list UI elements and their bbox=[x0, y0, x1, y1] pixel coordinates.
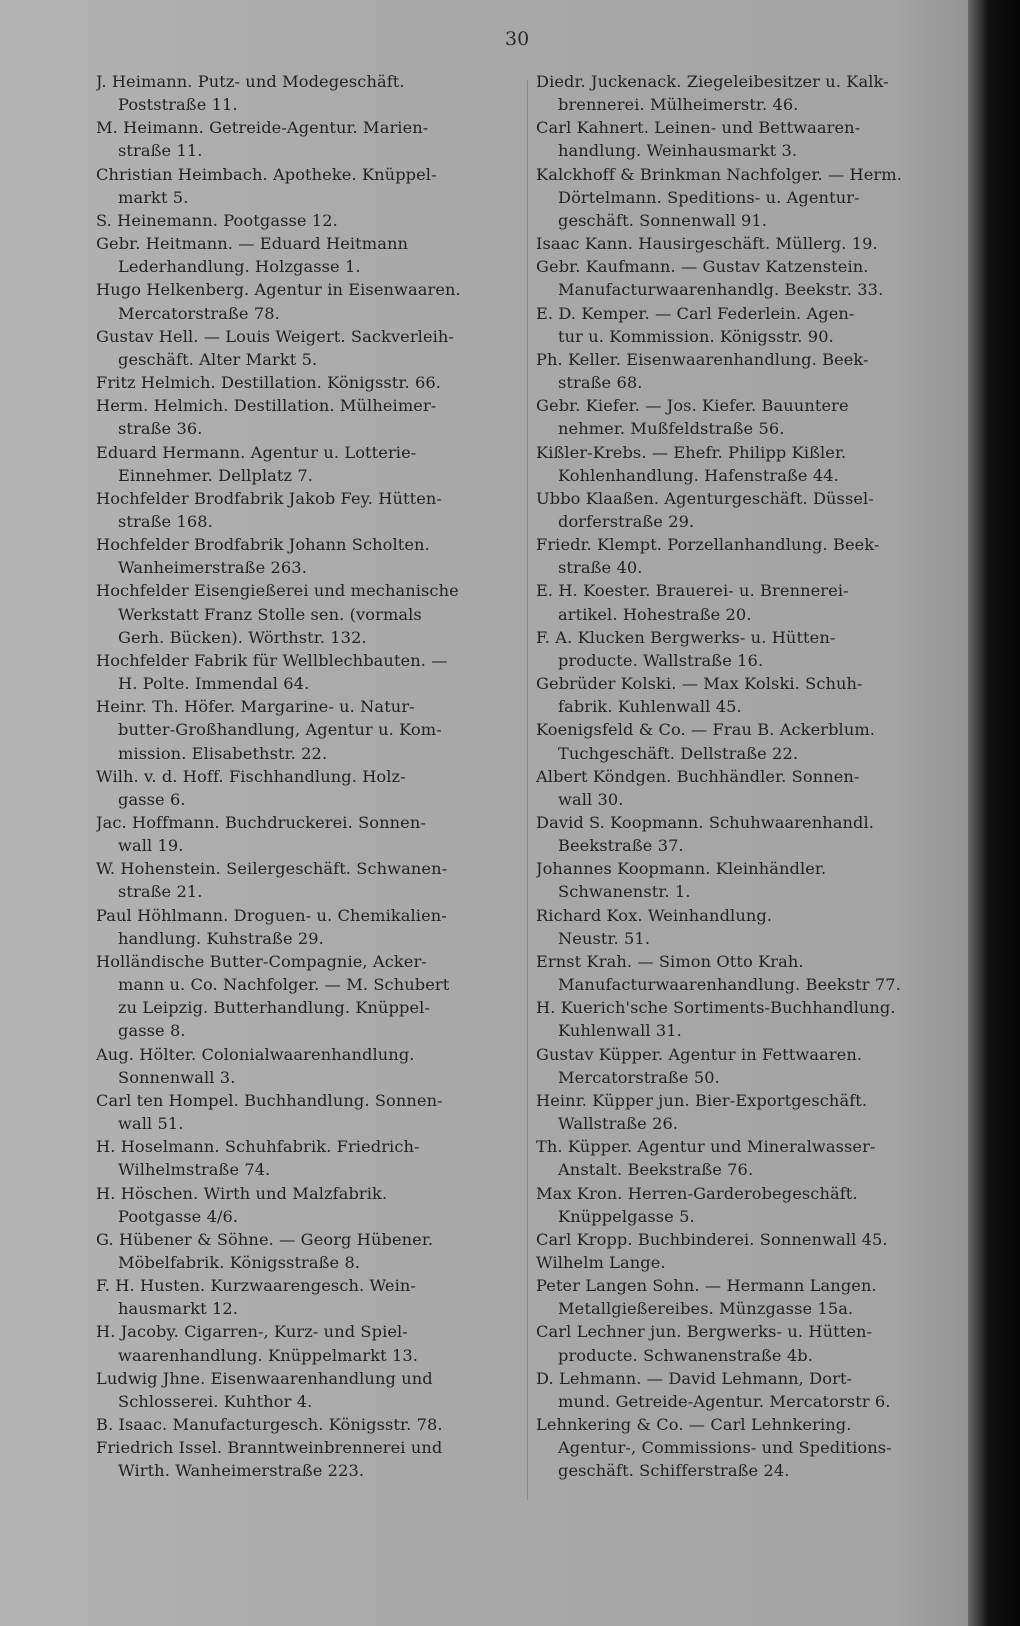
entry-continuation-line: Gerh. Bücken). Wörthstr. 132. bbox=[118, 627, 367, 647]
entry-line: Hochfelder Brodfabrik Jakob Fey. Hütten- bbox=[96, 488, 442, 508]
directory-entry bbox=[536, 302, 964, 348]
column-divider bbox=[527, 80, 528, 1500]
entry-line: Ph. Keller. Eisenwaarenhandlung. Beek- bbox=[536, 349, 869, 369]
directory-entry bbox=[536, 765, 964, 811]
entry-line: W. Hohenstein. Seilergeschäft. Schwanen- bbox=[96, 859, 448, 879]
directory-entry bbox=[96, 533, 524, 579]
entry-line: Carl Kahnert. Leinen- und Bettwaaren- bbox=[536, 118, 861, 138]
scan-edge bbox=[968, 0, 1020, 1626]
entry-continuation-line: straße 40. bbox=[558, 558, 643, 578]
entry-line: Carl Kropp. Buchbinderei. Sonnenwall 45. bbox=[536, 1229, 888, 1249]
directory-entry bbox=[536, 672, 964, 718]
entry-continuation-line: fabrik. Kuhlenwall 45. bbox=[558, 697, 742, 717]
directory-entry bbox=[96, 1274, 524, 1320]
directory-entry bbox=[536, 441, 964, 487]
directory-entry bbox=[96, 904, 524, 950]
directory-entry bbox=[536, 394, 964, 440]
entry-continuation-line: Möbelfabrik. Königsstraße 8. bbox=[118, 1252, 361, 1272]
directory-entry bbox=[96, 857, 524, 903]
directory-entry bbox=[96, 116, 524, 162]
entry-line: S. Heinemann. Pootgasse 12. bbox=[96, 210, 338, 230]
entry-line: Wilh. v. d. Hoff. Fischhandlung. Holz- bbox=[96, 766, 406, 786]
directory-entry bbox=[96, 950, 524, 1043]
right-column bbox=[536, 70, 964, 1483]
directory-entry bbox=[96, 579, 524, 648]
directory-entry bbox=[96, 1367, 524, 1413]
entry-line: Th. Küpper. Agentur und Mineralwasser- bbox=[536, 1137, 876, 1157]
directory-entry bbox=[96, 1135, 524, 1181]
entry-line: F. A. Klucken Bergwerks- u. Hütten- bbox=[536, 627, 836, 647]
directory-entry bbox=[536, 1135, 964, 1181]
entry-line: Fritz Helmich. Destillation. Königsstr. 66. bbox=[96, 373, 441, 393]
entry-continuation-line: straße 36. bbox=[118, 419, 203, 439]
entry-line: Aug. Hölter. Colonialwaarenhandlung. bbox=[96, 1044, 415, 1064]
entry-continuation-line: Poststraße 11. bbox=[118, 95, 238, 115]
entry-line: Ubbo Klaaßen. Agenturgeschäft. Düssel- bbox=[536, 488, 874, 508]
directory-entry bbox=[96, 441, 524, 487]
directory-entry bbox=[536, 626, 964, 672]
entry-line: Friedr. Klempt. Porzellanhandlung. Beek- bbox=[536, 535, 880, 555]
entry-line: Isaac Kann. Hausirgeschäft. Müllerg. 19. bbox=[536, 234, 878, 254]
directory-entry bbox=[96, 325, 524, 371]
entry-continuation-line: Wirth. Wanheimerstraße 223. bbox=[118, 1461, 365, 1481]
directory-entry bbox=[96, 1089, 524, 1135]
entry-line: Ludwig Jhne. Eisenwaarenhandlung und bbox=[96, 1368, 433, 1388]
entry-line: Albert Köndgen. Buchhändler. Sonnen- bbox=[536, 766, 860, 786]
directory-entry bbox=[536, 1228, 964, 1251]
entry-continuation-line: nehmer. Mußfeldstraße 56. bbox=[558, 419, 785, 439]
entry-continuation-line: straße 168. bbox=[118, 511, 213, 531]
directory-entry bbox=[96, 1043, 524, 1089]
directory-entry bbox=[96, 649, 524, 695]
entry-continuation-line: tur u. Kommission. Königsstr. 90. bbox=[558, 326, 834, 346]
directory-entry bbox=[536, 1320, 964, 1366]
directory-entry bbox=[96, 1320, 524, 1366]
entry-line: Carl ten Hompel. Buchhandlung. Sonnen- bbox=[96, 1090, 443, 1110]
entry-continuation-line: Tuchgeschäft. Dellstraße 22. bbox=[558, 743, 799, 763]
directory-entry bbox=[536, 1182, 964, 1228]
directory-entry bbox=[96, 394, 524, 440]
entry-continuation-line: H. Polte. Immendal 64. bbox=[118, 674, 310, 694]
directory-entry bbox=[96, 811, 524, 857]
directory-entry bbox=[536, 950, 964, 996]
directory-entry bbox=[96, 163, 524, 209]
entry-line: D. Lehmann. — David Lehmann, Dort- bbox=[536, 1368, 853, 1388]
entry-line: Richard Kox. Weinhandlung. bbox=[536, 905, 773, 925]
entry-line: Peter Langen Sohn. — Hermann Langen. bbox=[536, 1276, 877, 1296]
entry-continuation-line: mund. Getreide-Agentur. Mercatorstr 6. bbox=[558, 1391, 891, 1411]
entry-line: Christian Heimbach. Apotheke. Knüppel- bbox=[96, 164, 437, 184]
left-column bbox=[96, 70, 524, 1483]
entry-continuation-line: handlung. Weinhausmarkt 3. bbox=[558, 141, 798, 161]
entry-continuation-line: Mercatorstraße 78. bbox=[118, 303, 280, 323]
entry-continuation-line: Lederhandlung. Holzgasse 1. bbox=[118, 257, 361, 277]
directory-entry bbox=[536, 579, 964, 625]
directory-entry bbox=[536, 1251, 964, 1274]
entry-continuation-line: wall 51. bbox=[118, 1114, 184, 1134]
entry-line: H. Höschen. Wirth und Malzfabrik. bbox=[96, 1183, 388, 1203]
entry-continuation-line: gasse 6. bbox=[118, 789, 186, 809]
entry-line: Gebr. Kaufmann. — Gustav Katzenstein. bbox=[536, 257, 869, 277]
entry-continuation-line: Wanheimerstraße 263. bbox=[118, 558, 307, 578]
directory-entry bbox=[536, 1089, 964, 1135]
entry-continuation-line: geschäft. Sonnenwall 91. bbox=[558, 210, 768, 230]
directory-entry bbox=[536, 70, 964, 116]
entry-line: Diedr. Juckenack. Ziegeleibesitzer u. Kalk- bbox=[536, 72, 889, 91]
directory-entry bbox=[536, 996, 964, 1042]
directory-entry bbox=[536, 348, 964, 394]
directory-entry bbox=[96, 695, 524, 764]
entry-line: Eduard Hermann. Agentur u. Lotterie- bbox=[96, 442, 417, 462]
entry-continuation-line: artikel. Hohestraße 20. bbox=[558, 604, 752, 624]
entry-continuation-line: Manufacturwaarenhandlg. Beekstr. 33. bbox=[558, 280, 884, 300]
entry-line: H. Kuerich'sche Sortiments-Buchhandlung. bbox=[536, 998, 896, 1018]
entry-line: David S. Koopmann. Schuhwaarenhandl. bbox=[536, 813, 875, 832]
entry-continuation-line: Manufacturwaarenhandlung. Beekstr 77. bbox=[558, 975, 901, 995]
entry-line: Max Kron. Herren-Garderobegeschäft. bbox=[536, 1183, 858, 1203]
entry-line: G. Hübener & Söhne. — Georg Hübener. bbox=[96, 1229, 434, 1249]
entry-continuation-line: mission. Elisabethstr. 22. bbox=[118, 743, 328, 763]
entry-line: Jac. Hoffmann. Buchdruckerei. Sonnen- bbox=[96, 813, 426, 832]
directory-entry bbox=[536, 1274, 964, 1320]
entry-line: Carl Lechner jun. Bergwerks- u. Hütten- bbox=[536, 1322, 873, 1342]
directory-entry bbox=[96, 232, 524, 278]
directory-entry bbox=[536, 116, 964, 162]
entry-continuation-line: producte. Wallstraße 16. bbox=[558, 650, 764, 670]
entry-continuation-line: Sonnenwall 3. bbox=[118, 1067, 236, 1087]
directory-entry bbox=[536, 255, 964, 301]
entry-line: Ernst Krah. — Simon Otto Krah. bbox=[536, 951, 804, 971]
directory-entry bbox=[96, 1182, 524, 1228]
entry-line: Kalckhoff & Brinkman Nachfolger. — Herm. bbox=[536, 164, 902, 184]
entry-line: Heinr. Küpper jun. Bier-Exportgeschäft. bbox=[536, 1090, 868, 1110]
directory-entry bbox=[96, 209, 524, 232]
entry-line: F. H. Husten. Kurzwaarengesch. Wein- bbox=[96, 1276, 416, 1296]
entry-line: Gebr. Heitmann. — Eduard Heitmann bbox=[96, 234, 409, 254]
entry-continuation-line: geschäft. Alter Markt 5. bbox=[118, 349, 318, 369]
entry-continuation-line: dorferstraße 29. bbox=[558, 511, 695, 531]
entry-continuation-line: Mercatorstraße 50. bbox=[558, 1067, 720, 1087]
entry-continuation-line: wall 30. bbox=[558, 789, 624, 809]
directory-entry bbox=[536, 1043, 964, 1089]
entry-line: E. H. Koester. Brauerei- u. Brennerei- bbox=[536, 581, 849, 601]
directory-entry bbox=[536, 718, 964, 764]
entry-line: H. Hoselmann. Schuhfabrik. Friedrich- bbox=[96, 1137, 420, 1157]
entry-line: Johannes Koopmann. Kleinhändler. bbox=[536, 859, 827, 879]
entry-continuation-line: producte. Schwanenstraße 4b. bbox=[558, 1345, 813, 1365]
entry-continuation-line: Knüppelgasse 5. bbox=[558, 1206, 695, 1226]
directory-entry bbox=[536, 533, 964, 579]
entry-continuation-line: Kuhlenwall 31. bbox=[558, 1021, 682, 1041]
entry-continuation-line: Dörtelmann. Speditions- u. Agentur- bbox=[558, 187, 860, 207]
entry-continuation-line: geschäft. Schifferstraße 24. bbox=[558, 1461, 790, 1481]
directory-entry bbox=[536, 1367, 964, 1413]
directory-entry bbox=[96, 765, 524, 811]
entry-continuation-line: Werkstatt Franz Stolle sen. (vormals bbox=[118, 604, 422, 624]
entry-line: Wilhelm Lange. bbox=[536, 1252, 666, 1272]
directory-entry bbox=[536, 487, 964, 533]
entry-line: Heinr. Th. Höfer. Margarine- u. Natur- bbox=[96, 697, 415, 717]
entry-continuation-line: mann u. Co. Nachfolger. — M. Schubert bbox=[118, 975, 450, 995]
entry-continuation-line: zu Leipzig. Butterhandlung. Knüppel- bbox=[118, 998, 431, 1018]
page-number: 30 bbox=[505, 28, 530, 50]
directory-entry bbox=[96, 70, 524, 116]
directory-entry bbox=[96, 278, 524, 324]
entry-line: M. Heimann. Getreide-Agentur. Marien- bbox=[96, 118, 429, 138]
entry-continuation-line: Einnehmer. Dellplatz 7. bbox=[118, 465, 314, 485]
entry-continuation-line: butter-Großhandlung, Agentur u. Kom- bbox=[118, 720, 442, 740]
entry-line: Hugo Helkenberg. Agentur in Eisenwaaren. bbox=[96, 280, 461, 300]
directory-entry bbox=[96, 487, 524, 533]
entry-line: Gebrüder Kolski. — Max Kolski. Schuh- bbox=[536, 674, 863, 694]
entry-line: Gebr. Kiefer. — Jos. Kiefer. Bauuntere bbox=[536, 396, 849, 416]
entry-continuation-line: Neustr. 51. bbox=[558, 928, 651, 948]
directory-entry bbox=[536, 857, 964, 903]
entry-continuation-line: Schlosserei. Kuhthor 4. bbox=[118, 1391, 313, 1411]
entry-continuation-line: Beekstraße 37. bbox=[558, 836, 684, 856]
directory-entry bbox=[536, 904, 964, 950]
entry-continuation-line: wall 19. bbox=[118, 836, 184, 856]
entry-continuation-line: markt 5. bbox=[118, 187, 189, 207]
entry-continuation-line: Schwanenstr. 1. bbox=[558, 882, 691, 902]
entry-line: J. Heimann. Putz- und Modegeschäft. bbox=[96, 72, 405, 91]
entry-continuation-line: Pootgasse 4/6. bbox=[118, 1206, 239, 1226]
entry-line: Kißler-Krebs. — Ehefr. Philipp Kißler. bbox=[536, 442, 847, 462]
entry-continuation-line: Metallgießereibes. Münzgasse 15a. bbox=[558, 1299, 854, 1319]
entry-continuation-line: straße 11. bbox=[118, 141, 203, 161]
entry-line: Lehnkering & Co. — Carl Lehnkering. bbox=[536, 1415, 852, 1435]
entry-continuation-line: Kohlenhandlung. Hafenstraße 44. bbox=[558, 465, 839, 485]
entry-continuation-line: Anstalt. Beekstraße 76. bbox=[558, 1160, 754, 1180]
entry-continuation-line: straße 68. bbox=[558, 373, 643, 393]
directory-entry bbox=[96, 1413, 524, 1436]
entry-line: E. D. Kemper. — Carl Federlein. Agen- bbox=[536, 303, 855, 323]
entry-line: Paul Höhlmann. Droguen- u. Chemikalien- bbox=[96, 905, 447, 925]
entry-line: Herm. Helmich. Destillation. Mülheimer- bbox=[96, 396, 437, 416]
directory-entry bbox=[96, 1228, 524, 1274]
entry-line: Gustav Hell. — Louis Weigert. Sackverleih- bbox=[96, 326, 454, 346]
directory-entry bbox=[536, 811, 964, 857]
entry-continuation-line: Agentur-, Commissions- und Speditions- bbox=[558, 1438, 892, 1458]
entry-continuation-line: straße 21. bbox=[118, 882, 203, 902]
directory-entry bbox=[536, 163, 964, 232]
directory-entry bbox=[96, 371, 524, 394]
directory-entry bbox=[536, 1413, 964, 1482]
entry-line: Gustav Küpper. Agentur in Fettwaaren. bbox=[536, 1044, 863, 1064]
directory-entry bbox=[536, 232, 964, 255]
entry-line: Friedrich Issel. Branntweinbrennerei und bbox=[96, 1438, 443, 1458]
entry-line: Koenigsfeld & Co. — Frau B. Ackerblum. bbox=[536, 720, 876, 740]
entry-line: Hochfelder Fabrik für Wellblechbauten. — bbox=[96, 650, 448, 670]
entry-continuation-line: Wallstraße 26. bbox=[558, 1114, 679, 1134]
entry-line: Holländische Butter-Compagnie, Acker- bbox=[96, 951, 427, 971]
directory-entry bbox=[96, 1436, 524, 1482]
entry-continuation-line: handlung. Kuhstraße 29. bbox=[118, 928, 324, 948]
entry-continuation-line: Wilhelmstraße 74. bbox=[118, 1160, 271, 1180]
entry-continuation-line: gasse 8. bbox=[118, 1021, 186, 1041]
entry-line: B. Isaac. Manufacturgesch. Königsstr. 78. bbox=[96, 1415, 443, 1435]
entry-continuation-line: brennerei. Mülheimerstr. 46. bbox=[558, 95, 799, 115]
entry-continuation-line: waarenhandlung. Knüppelmarkt 13. bbox=[118, 1345, 419, 1365]
entry-line: Hochfelder Eisengießerei und mechanische bbox=[96, 581, 459, 601]
entry-line: H. Jacoby. Cigarren-, Kurz- und Spiel- bbox=[96, 1322, 408, 1342]
entry-line: Hochfelder Brodfabrik Johann Scholten. bbox=[96, 535, 430, 555]
entry-continuation-line: hausmarkt 12. bbox=[118, 1299, 239, 1319]
